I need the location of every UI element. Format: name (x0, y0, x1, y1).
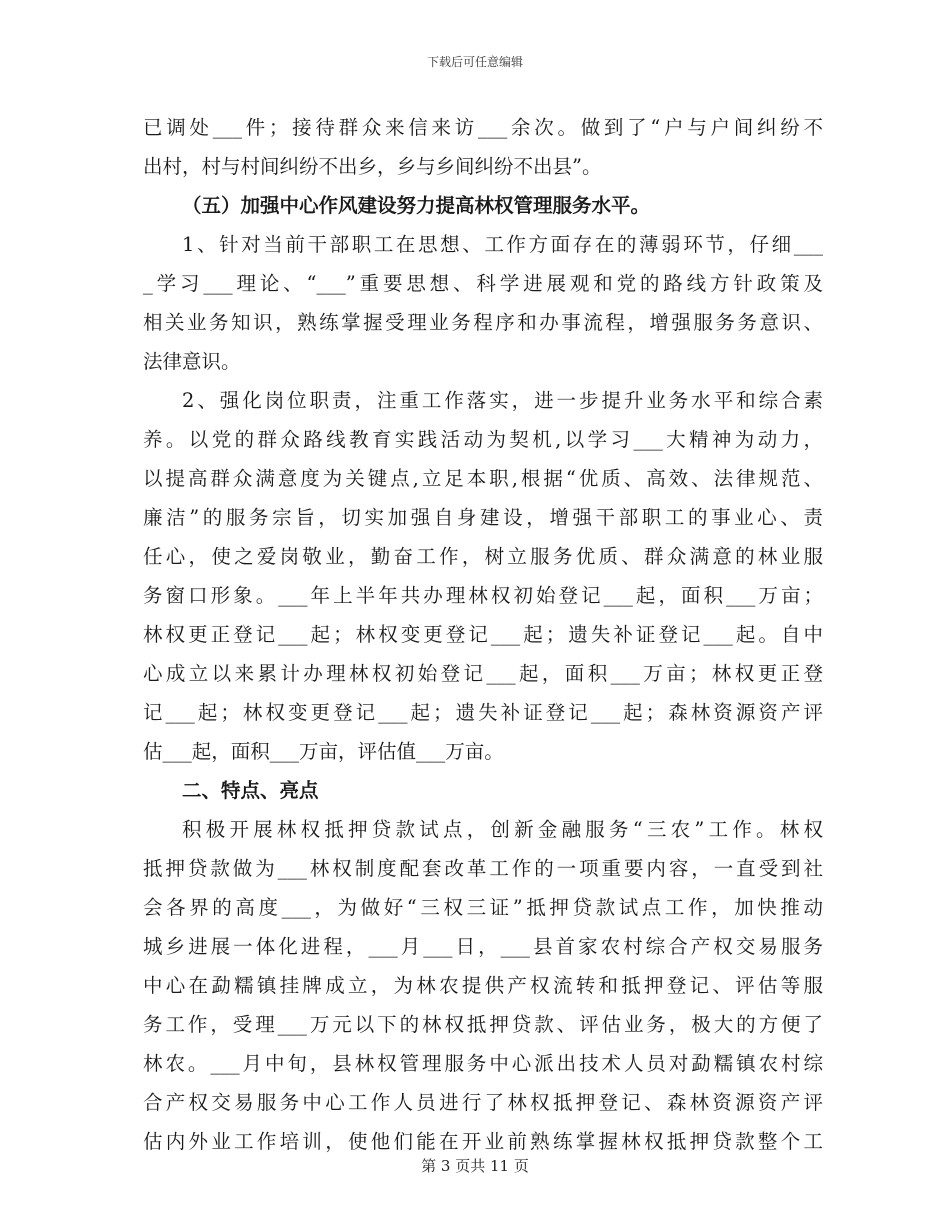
text-line: 2、强化岗位职责，注重工作落实，进一步提升业务水平和综合素 (182, 389, 823, 412)
text-line: 务窗口形象。___年上半年共办理林权初始登记___起，面积___万亩； (143, 584, 823, 607)
text-line: 估___起，面积___万亩，评估值___万亩。 (143, 740, 504, 763)
text-line: 出村，村与村间纠纷不出乡，乡与乡间纠纷不出县”。 (143, 155, 602, 178)
text-line: 林权更正登记___起；林权变更登记___起；遗失补证登记___起。自中 (143, 623, 823, 646)
page-footer: 第 3 页共 11 页 (421, 1157, 529, 1175)
text-line: 已调处___件；接待群众来信来访___余次。做到了“户与户间纠纷不 (143, 116, 823, 139)
text-line: 合产权交易服务中心工作人员进行了林权抵押登记、森林资源资产评 (143, 1091, 823, 1114)
text-line: _学习___理论、“___”重要思想、科学进展观和党的路线方针政策及 (143, 272, 823, 295)
text-line: 1、针对当前干部职工在思想、工作方面存在的薄弱环节，仔细___ (182, 233, 823, 256)
document-body (143, 108, 823, 1161)
text-line: 以提高群众满意度为关键点,立足本职,根据“优质、高效、法律规范、 (143, 467, 823, 490)
text-line: 积极开展林权抵押贷款试点，创新金融服务“三农”工作。林权 (182, 818, 823, 841)
text-line: 林农。___月中旬，县林权管理服务中心派出技术人员对勐糯镇农村综 (143, 1052, 823, 1075)
page-header: 下载后可任意编辑 (426, 55, 523, 69)
text-line: 会各界的高度___，为做好“三权三证”抵押贷款试点工作，加快推动 (143, 896, 823, 919)
text-line: （五）加强中心作风建设努力提高林权管理服务水平。 (182, 194, 651, 217)
text-line: 记___起；林权变更登记___起；遗失补证登记___起；森林资源资产评 (143, 701, 823, 724)
text-line: 务工作，受理___万元以下的林权抵押贷款、评估业务，极大的方便了 (143, 1013, 823, 1036)
text-line: 法律意识。 (143, 350, 241, 373)
text-line: 相关业务知识，熟练掌握受理业务程序和办事流程，增强服务务意识、 (143, 311, 823, 334)
text-line: 二、特点、亮点 (182, 779, 319, 802)
text-line: 廉洁”的服务宗旨，切实加强自身建设，增强干部职工的事业心、责 (143, 506, 823, 529)
text-line: 心成立以来累计办理林权初始登记___起，面积___万亩；林权更正登 (143, 662, 823, 685)
text-line: 估内外业工作培训，使他们能在开业前熟练掌握林权抵押贷款整个工 (143, 1130, 823, 1153)
text-line: 中心在勐糯镇挂牌成立，为林农提供产权流转和抵押登记、评估等服 (143, 974, 823, 997)
text-line: 任心，使之爱岗敬业，勤奋工作，树立服务优质、群众满意的林业服 (143, 545, 823, 568)
text-line: 抵押贷款做为___林权制度配套改革工作的一项重要内容，一直受到社 (143, 857, 823, 880)
text-line: 养。以党的群众路线教育实践活动为契机,以学习___大精神为动力， (143, 428, 823, 451)
text-line: 城乡进展一体化进程，___月___日，___县首家农村综合产权交易服务 (143, 935, 823, 958)
